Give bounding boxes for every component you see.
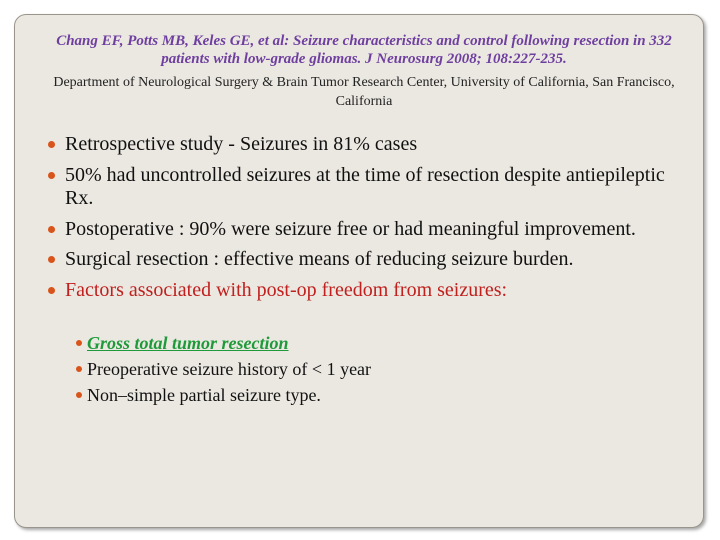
sub-bullet-text: Gross total tumor resection: [87, 333, 289, 353]
bullet-item: [48, 248, 678, 272]
bullet-item: [48, 218, 678, 242]
bullet-text: 50% had uncontrolled seizures at the time of resection despite antiepileptic Rx.: [65, 163, 665, 209]
bullet-text: Surgical resection : effective means of reducing seizure burden.: [65, 248, 574, 270]
citation: Chang EF, Potts MB, Keles GE, et al: Seizure characteristics and control following resection in 332 patients with low-grade gliomas. J Neurosurg 2008; 108:227-235.: [56, 33, 672, 67]
bullet-dot-icon: [76, 366, 82, 372]
bullet-item: [48, 164, 678, 211]
bullet-dot-icon: [76, 340, 82, 346]
bullet-dot-icon: [48, 172, 55, 179]
bullet-dot-icon: [48, 226, 55, 233]
affiliation: Department of Neurological Surgery & Brain Tumor Research Center, University of California, San Francisco, California: [53, 75, 675, 109]
sub-bullet-text: Preoperative seizure history of < 1 year: [87, 359, 372, 379]
bullet-dot-icon: [76, 392, 82, 398]
bullet-list: [48, 133, 678, 306]
sub-bullet-item: [76, 358, 676, 380]
sub-bullet-item: [76, 384, 676, 406]
bullet-text: Retrospective study - Seizures in 81% cases: [65, 133, 418, 155]
bullet-dot-icon: [48, 256, 55, 263]
bullet-dot-icon: [48, 287, 55, 294]
sub-bullet-text: Non–simple partial seizure type.: [87, 385, 321, 405]
bullet-dot-icon: [48, 141, 55, 148]
bullet-text: Postoperative : 90% were seizure free or had meaningful improvement.: [65, 217, 636, 240]
bullet-item: [48, 133, 678, 157]
bullet-item-factors: [48, 279, 678, 303]
sub-bullet-list: [76, 332, 676, 410]
sub-bullet-item: [76, 332, 676, 354]
bullet-text: Factors associated with post-op freedom from seizures:: [65, 278, 508, 301]
